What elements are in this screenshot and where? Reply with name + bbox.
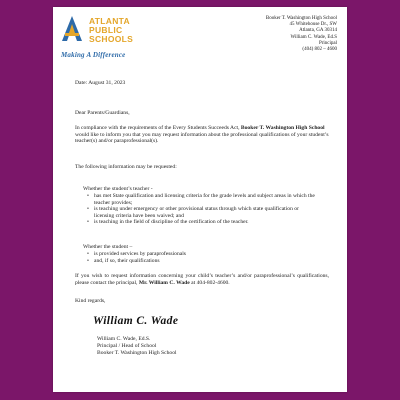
letter-date: Date: August 31, 2023	[75, 80, 126, 86]
school-name: Booker T. Washington High School	[240, 125, 325, 131]
letterhead-address	[266, 16, 337, 53]
logo-text-line-1: ATLANTA	[89, 16, 130, 26]
logo-tagline: Making A Difference	[61, 51, 126, 59]
logo-text-line-3: SCHOOLS	[89, 34, 134, 44]
address-line: William C. Wade, Ed.S	[290, 34, 337, 40]
signer-school: Booker T. Washington High School	[97, 349, 177, 356]
contact-text-start: If you wish to request information concerning your child’s teacher’s and/or paraprofessional’s qualifications, please contact the principal,	[75, 273, 329, 286]
student-heading: Whether the student –	[83, 244, 133, 250]
school-district-logo	[61, 15, 151, 67]
address-line: (404) 802 – 4600	[302, 47, 337, 53]
intro-paragraph	[75, 125, 329, 145]
address-line: Atlanta, GA 30314	[299, 28, 337, 34]
list-item: • and, if so, their qualifications	[87, 258, 317, 265]
letter-greeting: Dear Parents/Guardians,	[75, 110, 130, 116]
request-lead-text: The following information may be requested:	[75, 164, 177, 170]
teacher-criteria-list	[87, 193, 317, 226]
list-item: • is teaching under emergency or other provisional status through which state qualification or licensing criteria have been waived; and	[87, 206, 317, 219]
signature-block	[97, 336, 177, 356]
intro-text-end: would like to inform you that you may request information about the professional qualifications of your student’s teacher(s) and/or paraprofessional(s).	[75, 131, 329, 145]
signature: William C. Wade	[93, 315, 179, 327]
logo-text-line-2: PUBLIC	[89, 25, 123, 35]
signer-name: William C. Wade, Ed.S.	[97, 336, 151, 342]
signer-title: Principal / Head of School	[97, 342, 157, 349]
principal-name: Mr. William C. Wade	[138, 279, 190, 286]
address-line: Booker T. Washington High School	[265, 16, 337, 21]
contact-paragraph	[75, 273, 329, 286]
list-item: • is provided services by paraprofessionals	[87, 251, 317, 258]
student-criteria-list	[87, 251, 317, 264]
intro-text-start: In compliance with the requirements of the Every Students Succeeds Act,	[75, 125, 241, 131]
atlanta-public-schools-logo-icon	[61, 15, 83, 43]
list-item: • is teaching in the field of discipline of the certification of the teacher.	[87, 219, 317, 226]
closing: Kind regards,	[75, 298, 106, 304]
list-item: • has met State qualification and licensing criteria for the grade levels and subject areas in which the teacher provides;	[87, 193, 317, 206]
address-line: Principal	[318, 40, 337, 46]
teacher-heading: Whether the student’s teacher -	[83, 186, 153, 192]
letter-page	[53, 7, 347, 392]
address-line: 45 Whitehouse Dr., SW	[289, 22, 337, 28]
contact-text-end: at 404-802-4600.	[189, 279, 230, 286]
